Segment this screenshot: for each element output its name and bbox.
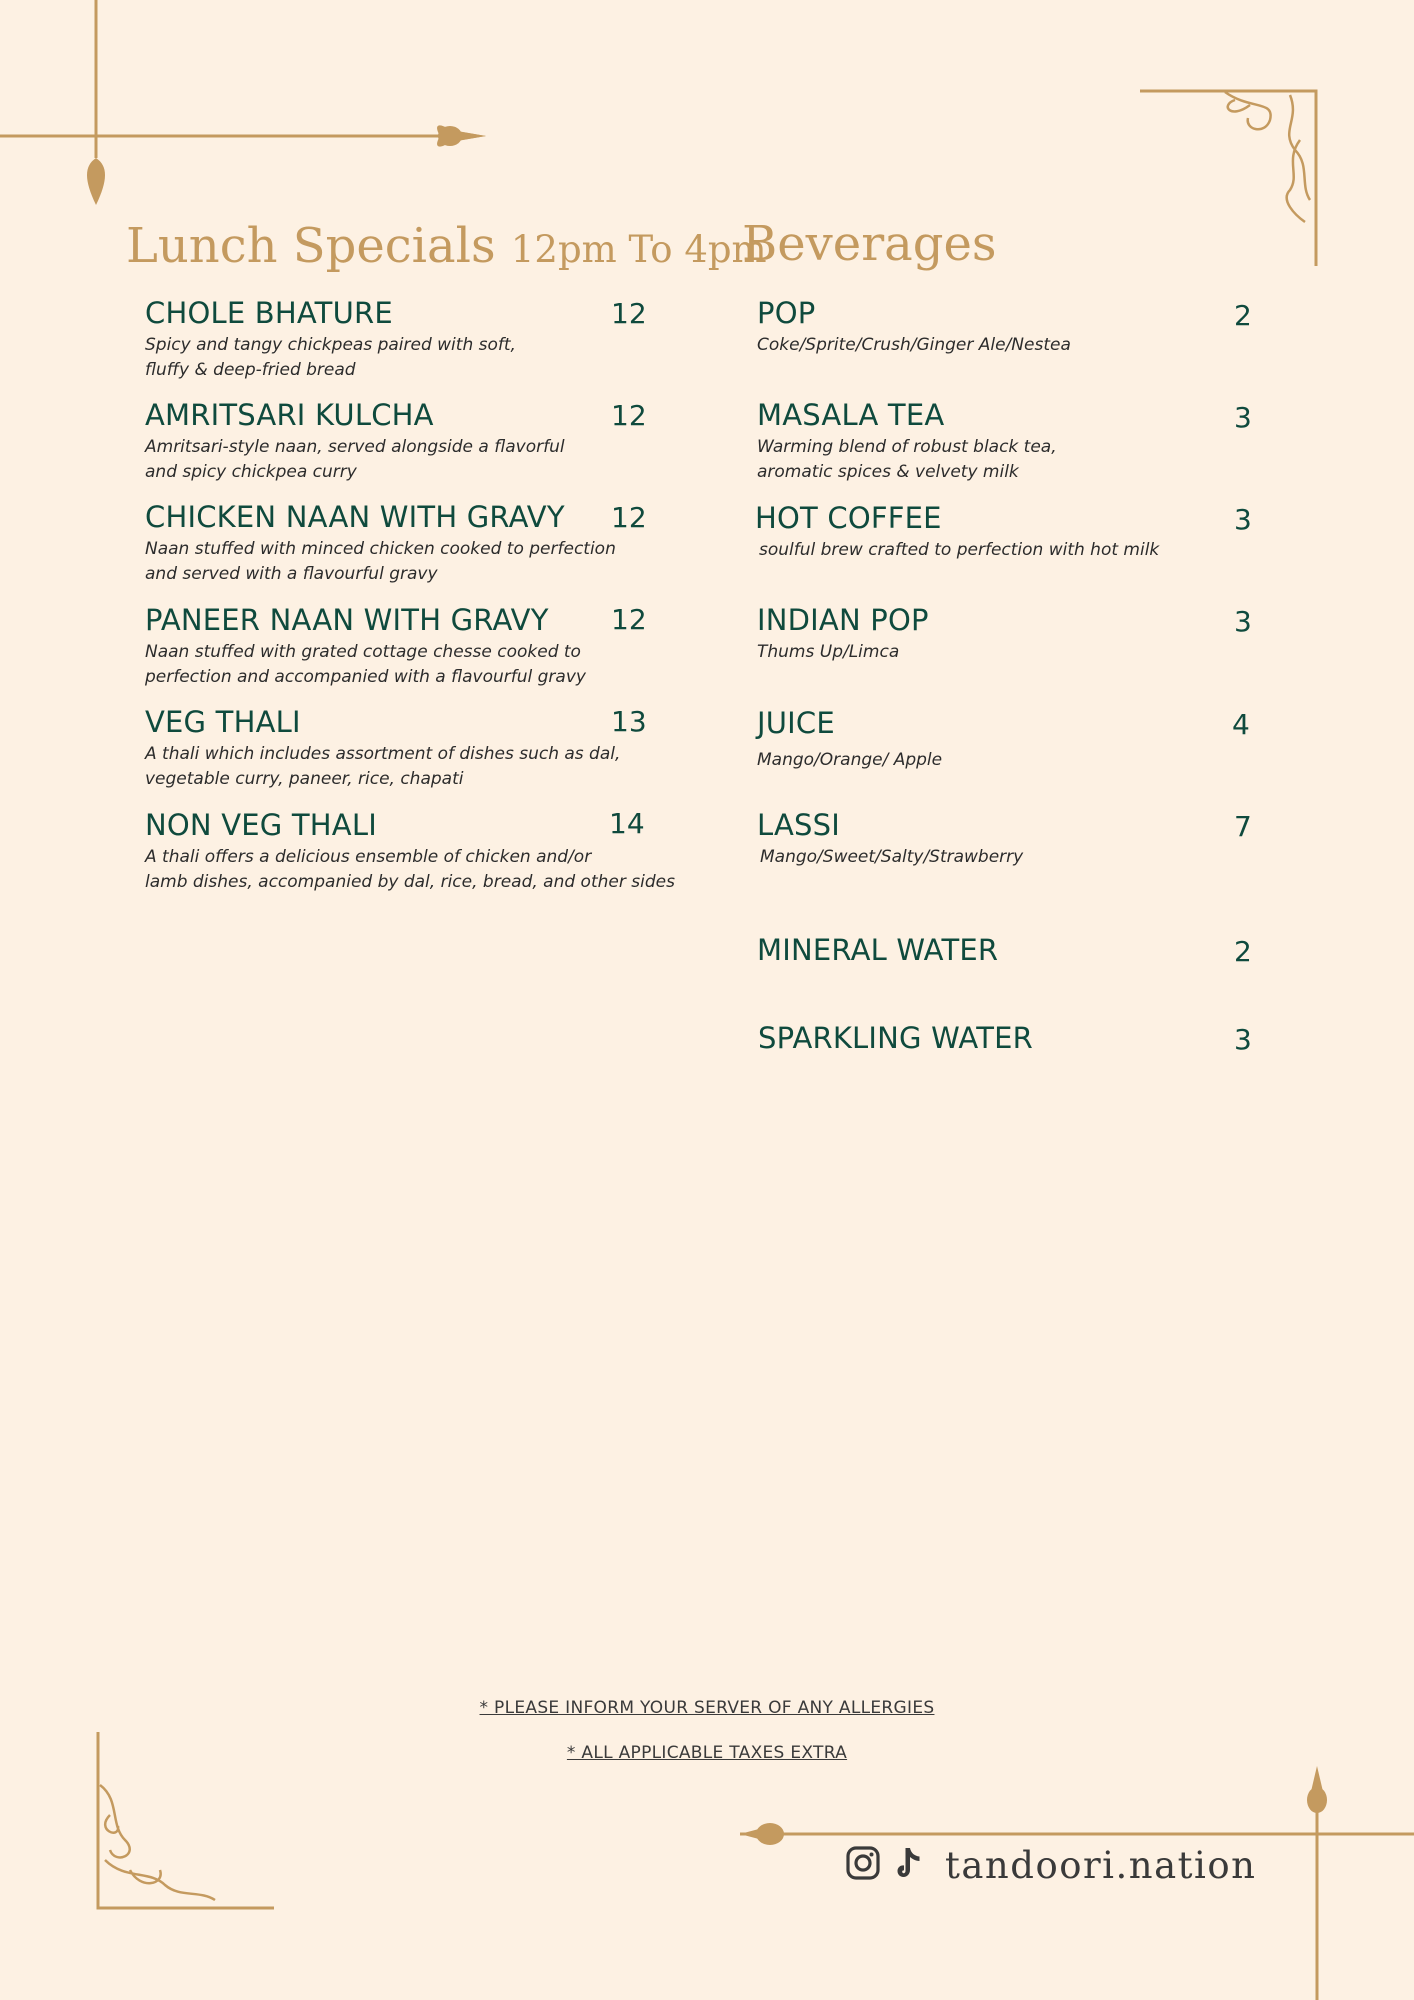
item-description: Coke/Sprite/Crush/Ginger Ale/Nestea [757,334,1071,355]
menu-item [145,605,586,690]
item-description: vegetable curry, paneer, rice, chapati [145,768,464,789]
item-name: CHICKEN NAAN WITH GRAVY [145,500,565,534]
top-right-corner-frame [1140,91,1316,266]
tax-note: * ALL APPLICABLE TAXES EXTRA [566,1743,848,1763]
item-price: 13 [611,705,647,738]
menu-item [757,935,998,967]
item-description: aromatic spices & velvety milk [757,461,1019,482]
lunch-subtitle: 12pm To 4pm [510,228,767,271]
item-description: and served with a flavourful gravy [145,563,438,584]
item-description: soulful brew crafted to perfection with hot milk [759,539,1160,560]
item-price: 4 [1232,708,1250,741]
item-description: Amritsari-style naan, served alongside a flavorful [145,436,565,457]
item-name: VEG THALI [145,705,301,739]
beverages-title: Beverages [742,216,997,272]
allergy-note: * PLEASE INFORM YOUR SERVER OF ANY ALLERGIES [479,1698,935,1718]
item-price: 3 [1234,401,1252,434]
item-description: and spicy chickpea curry [145,461,357,482]
item-name: HOT COFFEE [755,501,942,535]
item-price: 7 [1234,810,1252,843]
item-description: Naan stuffed with grated cottage chesse cooked to [145,641,581,662]
item-description: Spicy and tangy chickpeas paired with soft, [145,334,516,355]
menu-item [757,810,1023,870]
tiktok-icon[interactable] [895,1845,925,1886]
item-price: 3 [1234,1023,1252,1056]
item-price: 14 [609,807,645,840]
item-price: 12 [611,603,647,636]
drop-ornament [87,158,105,205]
instagram-icon[interactable] [845,1845,881,1886]
item-name: POP [757,296,816,330]
item-name: MINERAL WATER [757,933,999,967]
item-description: perfection and accompanied with a flavourful gravy [145,666,586,687]
menu-item [145,810,675,895]
item-description: Thums Up/Limca [757,641,900,662]
item-price: 12 [611,501,647,534]
menu-item [757,400,1057,485]
item-name: LASSI [757,808,841,842]
social-handle-row [845,1840,1256,1890]
item-price: 12 [611,297,647,330]
social-handle: tandoori.nation [945,1843,1257,1887]
item-name: NON VEG THALI [145,808,377,842]
item-name: CHOLE BHATURE [145,296,393,330]
item-name: PANEER NAAN WITH GRAVY [145,603,549,637]
item-name: MASALA TEA [757,398,945,432]
menu-item [758,1023,1033,1055]
item-price: 2 [1234,935,1252,968]
item-price: 3 [1234,605,1252,638]
menu-item [145,400,565,485]
item-name: SPARKLING WATER [758,1021,1034,1055]
item-description: fluffy & deep-fried bread [145,359,356,380]
menu-item [757,708,942,773]
item-description: Mango/Sweet/Salty/Strawberry [760,846,1024,867]
item-description: lamb dishes, accompanied by dal, rice, bread, and other sides [145,871,675,892]
menu-item [755,503,1159,563]
beverages-section-title [742,216,997,272]
item-name: INDIAN POP [757,603,929,637]
item-name: AMRITSARI KULCHA [145,398,434,432]
menu-item [145,298,516,383]
menu-item [757,605,929,665]
item-price: 12 [611,399,647,432]
item-description: Mango/Orange/ Apple [757,749,943,770]
item-description: Naan stuffed with minced chicken cooked to perfection [145,538,616,559]
menu-item [757,298,1071,358]
item-description: Warming blend of robust black tea, [757,436,1057,457]
item-price: 2 [1234,299,1252,332]
lunch-title: Lunch Specials [126,218,496,274]
menu-item [145,502,616,587]
menu-item [145,707,620,792]
lunch-section-title [126,218,767,274]
item-description: A thali which includes assortment of dishes such as dal, [145,743,621,764]
item-price: 3 [1234,503,1252,536]
item-name: JUICE [757,706,835,740]
item-description: A thali offers a delicious ensemble of chicken and/or [145,846,592,867]
